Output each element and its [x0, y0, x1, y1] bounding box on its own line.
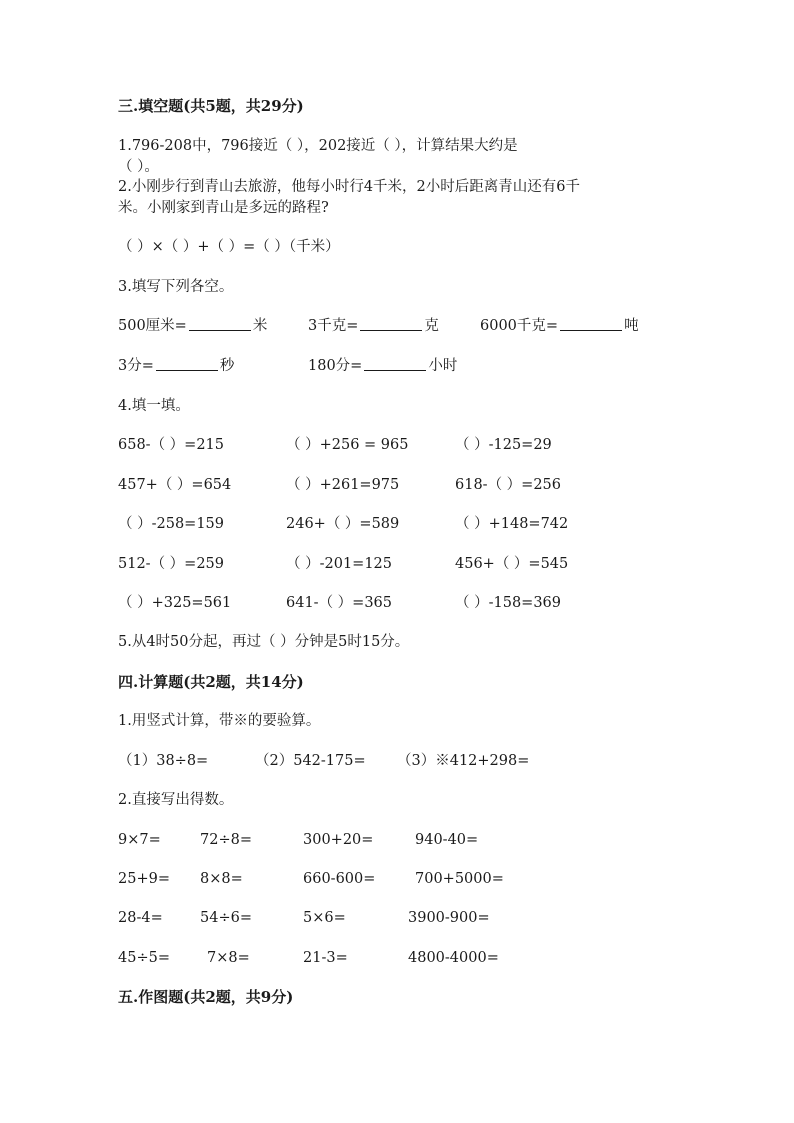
q3-1-line1: 1.796-208中，796接近（ ），202接近（ ），计算结果大约是	[118, 138, 518, 154]
q3-4-cell: 658-（ ）=215	[118, 437, 225, 453]
q4-2-cell: 4800-4000=	[408, 950, 499, 966]
q4-2-cell: 28-4=	[118, 910, 163, 926]
section-5-title: 五.作图题(共2题，共9分)	[118, 988, 294, 1006]
q4-2-cell: 21-3=	[303, 950, 348, 966]
q4-2-cell: 700+5000=	[415, 871, 504, 887]
q4-2-cell: 3900-900=	[408, 910, 490, 926]
q3-4-cell: 641-（ ）=365	[286, 595, 393, 611]
q3-4-cell: 457+（ ）=654	[118, 477, 232, 493]
q4-2-cell: 8×8=	[200, 871, 243, 887]
q3-5: 5.从4时50分起，再过（ ）分钟是5时15分。	[118, 634, 410, 650]
answer-blank[interactable]	[560, 316, 622, 331]
q4-2-cell: 45÷5=	[118, 950, 170, 966]
q3-1-line2: （ ）。	[118, 159, 159, 175]
section-4-title: 四.计算题(共2题，共14分)	[118, 673, 304, 691]
q3-4-cell: 618-（ ）=256	[455, 477, 562, 493]
q4-1-item: （1）38÷8=	[118, 753, 209, 769]
answer-blank[interactable]	[189, 316, 251, 331]
q3-4-cell: （ ）+325=561	[118, 595, 232, 611]
q4-2-cell: 940-40=	[415, 832, 479, 848]
q4-2-cell: 25+9=	[118, 871, 170, 887]
q3-4-cell: （ ）-158=369	[455, 595, 562, 611]
q4-2-cell: 7×8=	[207, 950, 250, 966]
answer-blank[interactable]	[364, 356, 426, 371]
q4-2-cell: 660-600=	[303, 871, 376, 887]
q3-4-cell: （ ）-125=29	[455, 437, 552, 453]
q4-2-cell: 300+20=	[303, 832, 374, 848]
q3-3-item-2: 3千克= 克	[308, 318, 439, 334]
q3-4-cell: （ ）-201=125	[286, 556, 393, 572]
q4-2-cell: 5×6=	[303, 910, 346, 926]
q3-4-cell: （ ）+256 = 965	[286, 437, 409, 453]
q4-1-item: （2）542-175=	[255, 753, 366, 769]
q3-4-title: 4.填一填。	[118, 398, 190, 414]
q4-1-item: （3）※412+298=	[397, 753, 530, 769]
q3-2-line1: 2.小刚步行到青山去旅游，他每小时行4千米，2小时后距离青山还有6千	[118, 179, 581, 195]
q3-4-cell: 456+（ ）=545	[455, 556, 569, 572]
q3-2-formula: （ ）×（ ）+（ ）=（ ）（千米）	[118, 239, 340, 255]
answer-blank[interactable]	[156, 356, 218, 371]
q3-4-cell: （ ）-258=159	[118, 516, 225, 532]
q4-2-title: 2.直接写出得数。	[118, 792, 234, 808]
q4-2-cell: 72÷8=	[200, 832, 252, 848]
q3-4-cell: （ ）+148=742	[455, 516, 569, 532]
q4-2-cell: 54÷6=	[200, 910, 252, 926]
q3-3-item-5: 180分= 小时	[308, 358, 458, 374]
q3-3-title: 3.填写下列各空。	[118, 279, 234, 295]
q3-4-cell: 512-（ ）=259	[118, 556, 225, 572]
q3-4-cell: （ ）+261=975	[286, 477, 400, 493]
q3-3-item-3: 6000千克= 吨	[480, 318, 639, 334]
q4-1-title: 1.用竖式计算，带※的要验算。	[118, 713, 321, 729]
q3-4-cell: 246+（ ）=589	[286, 516, 400, 532]
section-3-title: 三.填空题(共5题，共29分)	[118, 97, 304, 115]
q4-2-cell: 9×7=	[118, 832, 161, 848]
q3-2-line2: 米。小刚家到青山是多远的路程?	[118, 200, 329, 216]
q3-3-item-1: 500厘米= 米	[118, 318, 268, 334]
answer-blank[interactable]	[360, 316, 422, 331]
q3-3-item-4: 3分= 秒	[118, 358, 235, 374]
